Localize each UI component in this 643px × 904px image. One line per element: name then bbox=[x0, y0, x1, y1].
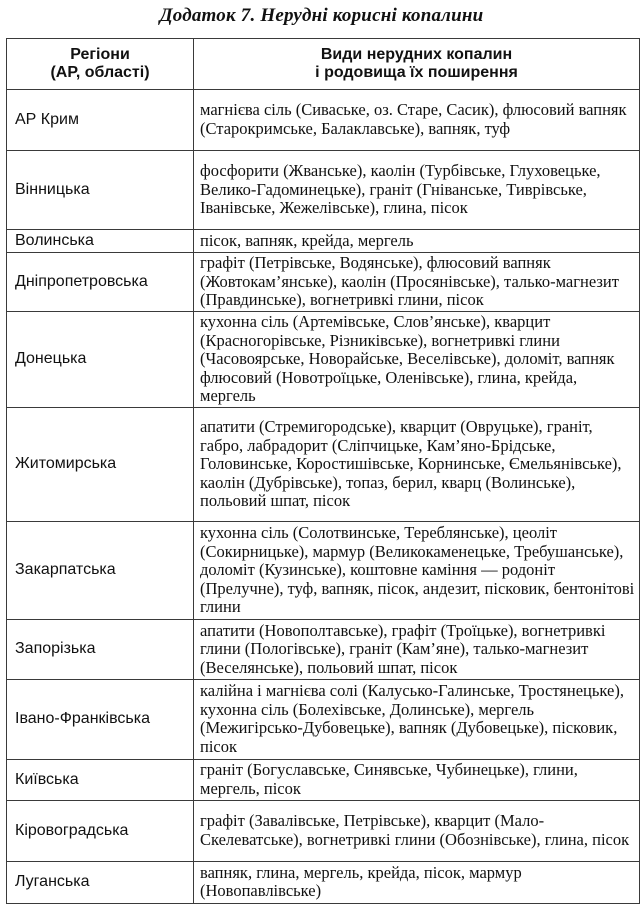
table-row bbox=[7, 800, 640, 861]
column-header-deposits-line-2: і родовища їх поширення bbox=[315, 64, 518, 81]
deposits-cell: графіт (Петрівське, Водянське), флюсовий вапняк (Жовтокам’янське), каолін (Просянівське), талько-магнезит (Правдинське), вогнетривкі глини, пісок bbox=[194, 253, 640, 312]
page-title: Додаток 7. Нерудні корисні копалини bbox=[159, 5, 484, 26]
table-row bbox=[7, 151, 640, 230]
region-cell: Луганська bbox=[7, 861, 194, 903]
table-row bbox=[7, 230, 640, 253]
deposits-cell: фосфорити (Жванське), каолін (Турбівське, Глуховецьке, Велико-Гадоминецьке), граніт (Гніванське, Тиврівське, Іванівське, Жежелівське), глина, пісок bbox=[194, 151, 640, 230]
region-cell: Київська bbox=[7, 759, 194, 800]
deposits-cell: пісок, вапняк, крейда, мергель bbox=[194, 230, 640, 253]
region-cell: Житомирська bbox=[7, 407, 194, 521]
column-header-region bbox=[7, 39, 194, 90]
region-cell: Івано-Франківська bbox=[7, 679, 194, 759]
deposits-cell: графіт (Завалівське, Петрівське), кварцит (Мало-Скелеватське), вогнетривкі глини (Обознівське), глина, пісок bbox=[194, 800, 640, 861]
deposits-cell: апатити (Новополтавське), графіт (Троїцьке), вогнетривкі глини (Пологівське), граніт (Кам’яне), талько-магнезит (Веселянське), польовий шпат, пісок bbox=[194, 619, 640, 679]
table-header-row bbox=[7, 39, 640, 90]
column-header-deposits bbox=[194, 39, 640, 90]
table-row bbox=[7, 679, 640, 759]
deposits-cell: апатити (Стремигородське), кварцит (Овруцьке), граніт, габро, лабрадорит (Сліпчицьке, Кам’яно-Брідське, Головинське, Коростишівське, Корнинське, Ємельянівське), каолін (Дубрівське), топаз, берил, кварц (Волинське), польовий шпат, пісок bbox=[194, 407, 640, 521]
region-cell: Запорізька bbox=[7, 619, 194, 679]
table-row bbox=[7, 312, 640, 408]
table-row bbox=[7, 521, 640, 619]
minerals-table bbox=[6, 38, 640, 904]
deposits-cell: кухонна сіль (Артемівське, Слов’янське), кварцит (Красногорівське, Різниківське), вогнетривкі глини (Часовоярське, Новорайське, Веселівське), доломіт, вапняк флюсовий (Новотроїцьке, Оленівське), глина, крейда, мергель bbox=[194, 312, 640, 408]
region-cell: Закарпатська bbox=[7, 521, 194, 619]
table-row bbox=[7, 861, 640, 903]
region-cell: Кіровоградська bbox=[7, 800, 194, 861]
region-cell: Донецька bbox=[7, 312, 194, 408]
deposits-cell: калійна і магнієва солі (Калусько-Галинське, Тростянецьке), кухонна сіль (Болехівське, Долинське), мергель (Межигірсько-Дубовецьке), вапняк (Дубовецьке), пісковик, пісок bbox=[194, 679, 640, 759]
column-header-deposits-line-1: Види нерудних копалин bbox=[320, 46, 513, 63]
table-row bbox=[7, 759, 640, 800]
table-row bbox=[7, 90, 640, 151]
deposits-cell: магнієва сіль (Сиваське, оз. Старе, Сасик), флюсовий вапняк (Старокримське, Балаклавське), вапняк, туф bbox=[194, 90, 640, 151]
table-body bbox=[7, 90, 640, 904]
region-cell: Дніпропетровська bbox=[7, 253, 194, 312]
deposits-cell: вапняк, глина, мергель, крейда, пісок, мармур (Новопавлівське) bbox=[194, 861, 640, 903]
region-cell: Вінницька bbox=[7, 151, 194, 230]
deposits-cell: граніт (Богуславське, Синявське, Чубинецьке), глини, мергель, пісок bbox=[194, 759, 640, 800]
region-cell: АР Крим bbox=[7, 90, 194, 151]
column-header-region-line-2: (АР, області) bbox=[50, 64, 150, 81]
table-row bbox=[7, 407, 640, 521]
region-cell: Волинська bbox=[7, 230, 194, 253]
deposits-cell: кухонна сіль (Солотвинське, Тереблянське), цеоліт (Сокирницьке), мармур (Великокаменецьке, Требушанське), доломіт (Кузинське), коштовне каміння — родоніт (Прелучне), туф, вапняк, пісок, андезит, пісковик, бентонітові глини bbox=[194, 521, 640, 619]
column-header-region-line-1: Регіони bbox=[70, 46, 130, 63]
table-row bbox=[7, 253, 640, 312]
table-row bbox=[7, 619, 640, 679]
